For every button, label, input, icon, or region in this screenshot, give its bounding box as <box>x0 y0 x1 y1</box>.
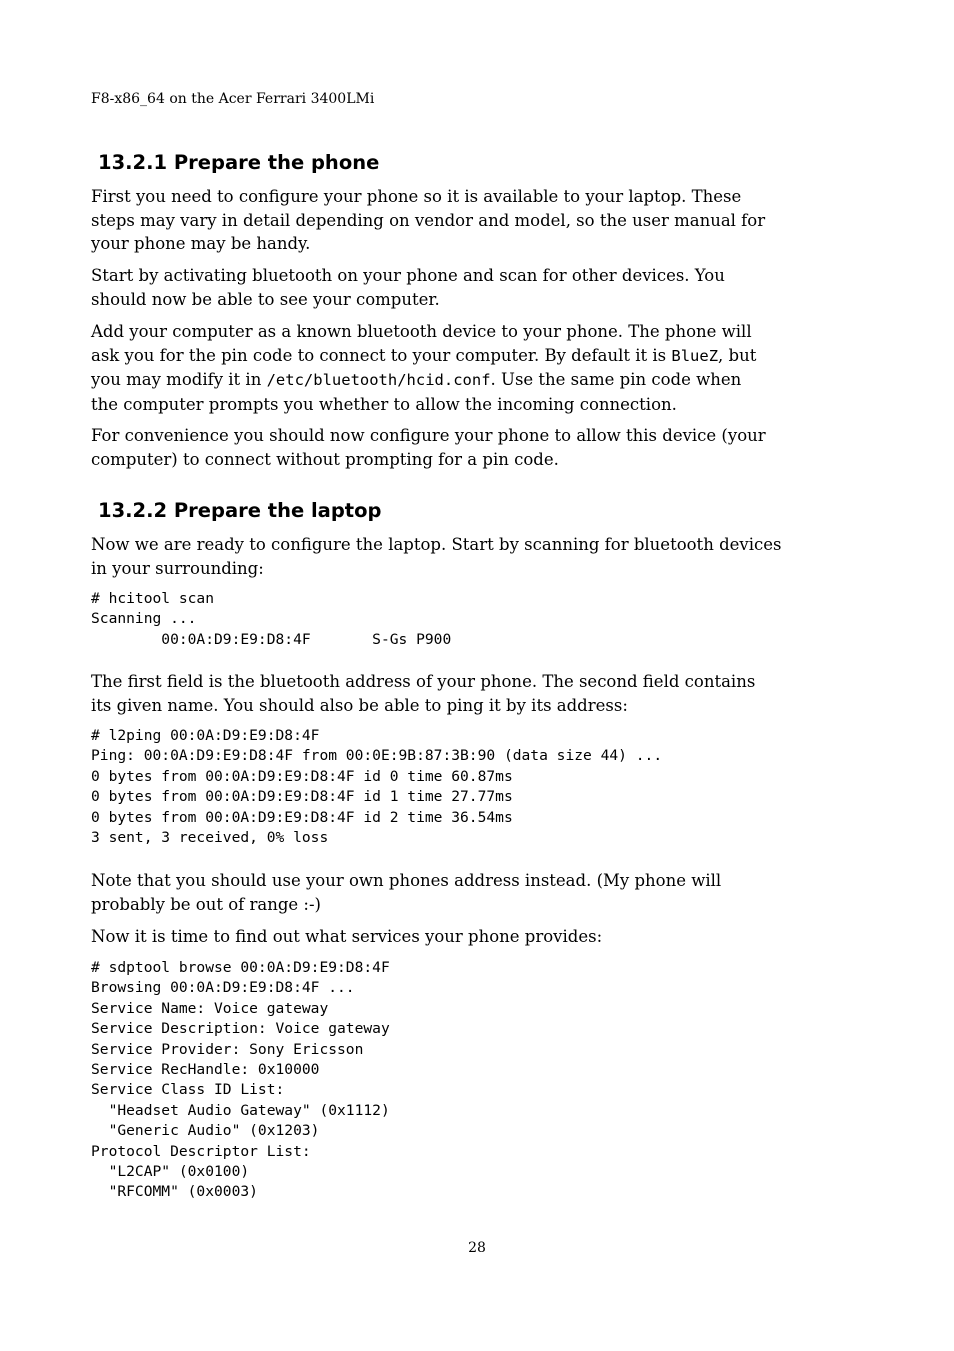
inline-code-pin: BlueZ <box>671 346 719 365</box>
text-line: the computer prompts you whether to allow the incoming connection. <box>91 394 677 414</box>
text-line: your phone may be handy. <box>91 234 311 253</box>
text-line: Now we are ready to configure the laptop. Start by scanning for bluetooth devices <box>91 535 782 554</box>
paragraph-first-field <box>91 670 861 717</box>
text-line: in your surrounding: <box>91 558 264 578</box>
text-line: For convenience you should now configure your phone to allow this device (your <box>91 426 766 445</box>
section-heading-prepare-phone: 13.2.1 Prepare the phone <box>98 151 380 174</box>
text-line: Add your computer as a known bluetooth device to your phone. The phone will <box>91 322 752 341</box>
inline-code-config-path: /etc/bluetooth/hcid.conf <box>266 371 491 389</box>
text-line: should now be able to see your computer. <box>91 289 440 309</box>
text-line: Now it is time to find out what services your phone provides: <box>91 927 603 946</box>
code-block-hcitool-scan: # hcitool scan Scanning ... 00:0A:D9:E9:D8:4F S-Gs P900 <box>91 590 452 648</box>
paragraph-convenience <box>91 424 861 471</box>
code-block-sdptool-browse: # sdptool browse 00:0A:D9:E9:D8:4F Browsing 00:0A:D9:E9:D8:4F ... Service Name: Voice gateway Service Description: Voice gateway Service Provider: Sony Ericsson Service RecHandle: 0x10000 Service Class ID List: "Headset Audio Gateway" (0x1112) "Generic Audio" (0x1203) Protocol Descriptor List: "L2CAP" (0x0100) "RFCOMM" (0x0003) <box>91 959 390 1201</box>
text-fragment: . Use the same pin code when <box>490 370 742 389</box>
paragraph-add-computer <box>91 320 861 416</box>
text-fragment: ask you for the pin code to connect to your computer. By default it is <box>91 345 672 365</box>
text-line <box>91 368 861 393</box>
paragraph-find-services <box>91 925 861 949</box>
text-line <box>91 344 861 369</box>
paragraph-own-address <box>91 869 861 916</box>
text-line: First you need to configure your phone so it is available to your laptop. These <box>91 187 742 206</box>
text-line: probably be out of range :-) <box>91 894 321 914</box>
running-header: F8-x86_64 on the Acer Ferrari 3400LMi <box>91 91 375 107</box>
text-line: steps may vary in detail depending on vendor and model, so the user manual for <box>91 210 766 230</box>
code-block-l2ping: # l2ping 00:0A:D9:E9:D8:4F Ping: 00:0A:D9:E9:D8:4F from 00:0E:9B:87:3B:90 (data size 44) ... 0 bytes from 00:0A:D9:E9:D8:4F id 0 time 60.87ms 0 bytes from 00:0A:D9:E9:D8:4F id 1 time 27.77ms 0 bytes from 00:0A:D9:E9:D8:4F id 2 time 36.54ms 3 sent, 3 received, 0% loss <box>91 727 663 847</box>
text-line: Start by activating bluetooth on your phone and scan for other devices. You <box>91 266 725 285</box>
page-number: 28 <box>468 1240 486 1256</box>
text-fragment: you may modify it in <box>91 370 267 389</box>
section-heading-prepare-laptop: 13.2.2 Prepare the laptop <box>98 499 382 522</box>
text-line: its given name. You should also be able to ping it by its address: <box>91 695 628 715</box>
paragraph-activate-bluetooth <box>91 264 861 311</box>
text-line: Note that you should use your own phones address instead. (My phone will <box>91 871 722 890</box>
paragraph-configure-laptop <box>91 533 861 580</box>
text-fragment: , but <box>718 345 757 365</box>
text-line: computer) to connect without prompting for a pin code. <box>91 449 559 469</box>
paragraph-configure-phone <box>91 185 861 256</box>
text-line: The first field is the bluetooth address of your phone. The second field contains <box>91 672 756 691</box>
